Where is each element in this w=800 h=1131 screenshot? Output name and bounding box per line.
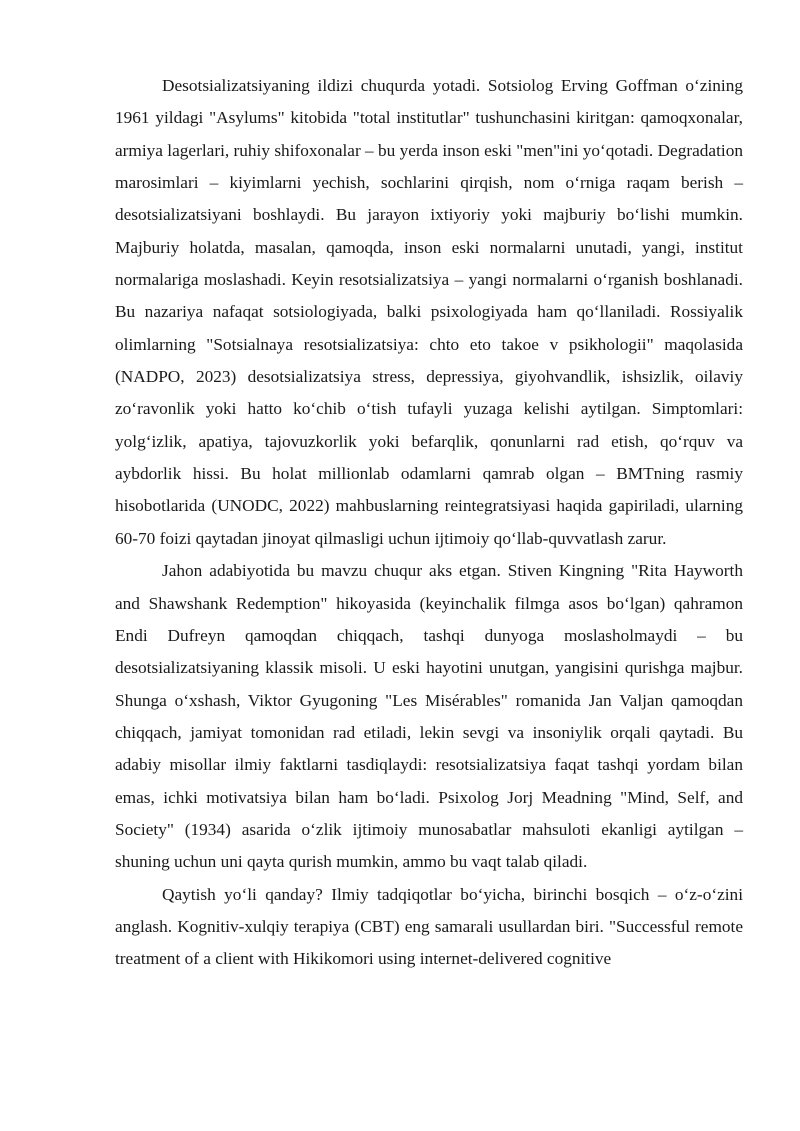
paragraph-way-back: Qaytish yoʻli qanday? Ilmiy tadqiqotlar boʻyicha, birinchi bosqich – oʻz-oʻzini anglash. Kognitiv-xulqiy terapiya (CBT) eng samarali usullardan biri. "Successful remote treatment of a client with Hikikomori using internet-delivered cognitive <box>115 884 743 969</box>
paragraph-desocialization-roots: Desotsializatsiyaning ildizi chuqurda yotadi. Sotsiolog Erving Goffman oʻzining 1961 yildagi "Asylums" kitobida "total institutlar" tushunchasini kiritgan: qamoqxonalar, armiya lagerlari, ruhiy shifoxonalar – bu yerda inson eski "men"ini yoʻqotadi. Degradation marosimlari – kiyimlarni yechish, sochlarini qirqish, nom oʻrniga raqam berish – desotsializatsiyani boshlaydi. Bu jarayon ixtiyoriy yoki majburiy boʻlishi mumkin. Majburiy holatda, masalan, qamoqda, inson eski normalarni unutadi, yangi, institut normalariga moslashadi. Keyin resotsializatsiya – yangi normalarni oʻrganish boshlanadi. Bu nazariya nafaqat sotsiologiyada, balki psixologiyada ham qoʻllaniladi. Rossiyalik olimlarning "Sotsialnaya resotsializatsiya: chto eto takoe v psikhologii" maqolasida (NADPO, 2023) desotsializatsiya stress, depressiya, giyohvandlik, ishsizlik, oilaviy zoʻravonlik yoki hatto koʻchib oʻtish tufayli yuzaga kelishi aytilgan. Simptomlari: yolgʻizlik, apatiya, tajovuzkorlik yoki befarqlik, qonunlarni rad etish, qoʻrquv va aybdorlik hissi. Bu holat millionlab odamlarni qamrab olgan – BMTning rasmiy hisobotlarida (UNODC, 2022) mahbuslarning reintegratsiyasi haqida gapiriladi, ularning 60-70 foizi qaytadan jinoyat qilmasligi uchun ijtimoiy qoʻllab-quvvatlash zarur. <box>115 76 743 548</box>
document-page <box>115 70 743 976</box>
paragraph-world-literature: Jahon adabiyotida bu mavzu chuqur aks etgan. Stiven Kingning "Rita Hayworth and Shawshank Redemption" hikoyasida (keyinchalik filmga asos boʻlgan) qahramon Endi Dufreyn qamoqdan chiqqach, tashqi dunyoga moslasholmaydi – bu desotsializatsiyaning klassik misoli. U eski hayotini unutgan, yangisini qurishga majbur. Shunga oʻxshash, Viktor Gyugoning "Les Misérables" romanida Jan Valjan qamoqdan chiqqach, jamiyat tomonidan rad etiladi, lekin sevgi va insoniylik orqali qaytadi. Bu adabiy misollar ilmiy faktlarni tasdiqlaydi: resotsializatsiya faqat tashqi yordam bilan emas, ichki motivatsiya bilan ham boʻladi. Psixolog Jorj Meadning "Mind, Self, and Society" (1934) asarida oʻzlik ijtimoiy munosabatlar mahsuloti ekanligi aytilgan – shuning uchun uni qayta qurish mumkin, ammo bu vaqt talab qiladi. <box>115 561 743 872</box>
